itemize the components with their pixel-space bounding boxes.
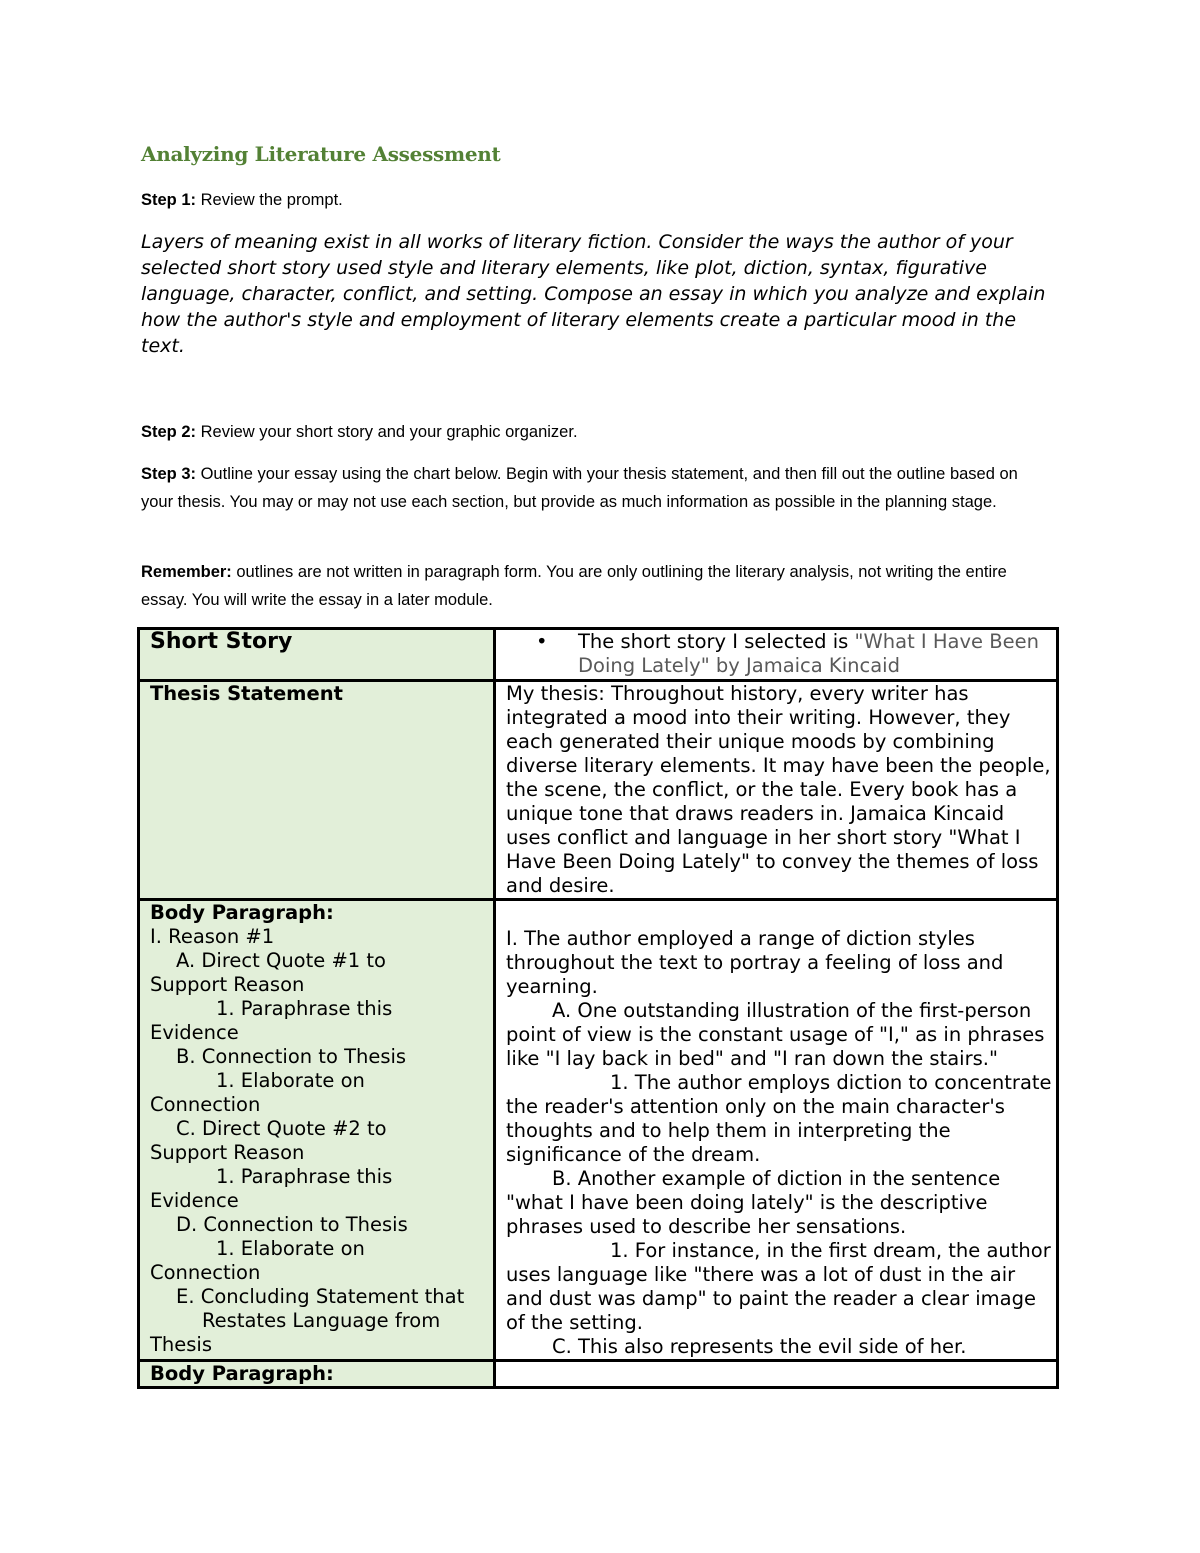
step-1-label: Step 1: xyxy=(141,191,197,209)
table-row-body-paragraph-1 xyxy=(139,900,1058,1361)
table-row-short-story xyxy=(139,629,1058,681)
short-story-value xyxy=(578,630,1054,678)
outline-line: 1. Paraphrase this xyxy=(216,997,393,1020)
short-story-value-prefix: The short story I selected is xyxy=(578,630,855,653)
body-2-value-cell[interactable] xyxy=(495,1361,1058,1388)
thesis-label: Thesis Statement xyxy=(150,682,343,705)
outline-line: Restates Language from xyxy=(202,1309,441,1332)
body-1-point-a: A. One outstanding illustration of the first-person point of view is the constant usage of "I," as in phrases like "I lay back in bed" and "I ran down the stairs." xyxy=(506,999,1045,1070)
step-2-label: Step 2: xyxy=(141,423,197,441)
outline-line: Connection xyxy=(150,1093,261,1116)
body-1-reason: I. The author employed a range of diction styles throughout the text to portray a feeling of loss and yearning. xyxy=(506,927,1004,998)
outline-line: Support Reason xyxy=(150,973,305,996)
outline-line: E. Concluding Statement that xyxy=(176,1285,465,1308)
body-2-label-cell xyxy=(139,1361,495,1388)
outline-line: Evidence xyxy=(150,1189,239,1212)
essay-prompt: Layers of meaning exist in all works of literary fiction. Consider the ways the author of your selected short story used style and literary elements, like plot, diction, syntax, figurative language, character, conflict, and setting. Compose an essay in which you analyze and explain how the author's style and employment of literary elements create a particular mood in the text. xyxy=(141,231,1046,357)
page-title: Analyzing Literature Assessment xyxy=(141,142,501,166)
body-1-point-b1: 1. For instance, in the first dream, the author uses language like "there was a lot of dust in the air and dust was damp" to paint the reader a clear image of the setting. xyxy=(506,1239,1051,1334)
body-1-point-c: C. This also represents the evil side of her. xyxy=(552,1335,967,1358)
body-1-label: Body Paragraph: xyxy=(150,901,334,924)
table-row-body-paragraph-2 xyxy=(139,1361,1058,1388)
body-2-label: Body Paragraph: xyxy=(150,1362,334,1385)
body-1-label-cell xyxy=(139,900,495,1361)
essay-outline-table xyxy=(137,627,1059,1389)
outline-line: 1. Elaborate on xyxy=(216,1237,365,1260)
outline-line: D. Connection to Thesis xyxy=(176,1213,408,1236)
outline-line: B. Connection to Thesis xyxy=(176,1045,407,1068)
outline-line: Thesis xyxy=(150,1333,213,1356)
outline-line: 1. Paraphrase this xyxy=(216,1165,393,1188)
thesis-value: My thesis: Throughout history, every writer has integrated a mood into their writing. However, they each generated their unique moods by combining diverse literary elements. It may have been the people, the scene, the conflict, or the tale. Every book has a unique tone that draws readers in. Jamaica Kincaid uses conflict and language in her short story "What I Have Been Doing Lately" to convey the themes of loss and desire. xyxy=(506,682,1051,897)
outline-line: Connection xyxy=(150,1261,261,1284)
remember-label: Remember: xyxy=(141,563,232,581)
step-1 xyxy=(141,186,343,214)
short-story-label-cell xyxy=(139,629,495,681)
body-1-point-b: B. Another example of diction in the sentence "what I have been doing lately" is the descriptive phrases used to describe her sensations. xyxy=(506,1167,1001,1238)
step-2 xyxy=(141,418,578,446)
short-story-bullet-item xyxy=(506,630,1054,678)
body-1-point-a1: 1. The author employs diction to concentrate the reader's attention only on the main character's thoughts and to help them in interpreting the significance of the dream. xyxy=(506,1071,1052,1166)
outline-line: I. Reason #1 xyxy=(150,925,275,948)
remember-text: outlines are not written in paragraph form. You are only outlining the literary analysis, not writing the entire essay. You will write the essay in a later module. xyxy=(141,563,1007,609)
outline-line: 1. Elaborate on xyxy=(216,1069,365,1092)
step-3-text: Outline your essay using the chart below. Begin with your thesis statement, and then fill out the outline based on your thesis. You may or may not use each section, but provide as much information as possible in the planning stage. xyxy=(141,465,1018,511)
remember-note xyxy=(141,558,1021,614)
thesis-label-cell xyxy=(139,681,495,900)
outline-line: Support Reason xyxy=(150,1141,305,1164)
table-row-thesis xyxy=(139,681,1058,900)
short-story-value-cell[interactable] xyxy=(495,629,1058,681)
body-1-value-cell[interactable] xyxy=(495,900,1058,1361)
step-3 xyxy=(141,460,1021,516)
thesis-value-cell[interactable] xyxy=(495,681,1058,900)
bullet-icon: • xyxy=(536,630,548,653)
outline-line: A. Direct Quote #1 to xyxy=(176,949,386,972)
step-2-text: Review your short story and your graphic organizer. xyxy=(196,423,578,441)
step-1-text: Review the prompt. xyxy=(196,191,343,209)
short-story-label: Short Story xyxy=(150,629,293,654)
step-3-label: Step 3: xyxy=(141,465,197,483)
outline-line: Evidence xyxy=(150,1021,239,1044)
short-story-title: "What I Have Been Doing Lately" by Jamaica Kincaid xyxy=(578,630,1039,677)
outline-line: C. Direct Quote #2 to xyxy=(176,1117,387,1140)
